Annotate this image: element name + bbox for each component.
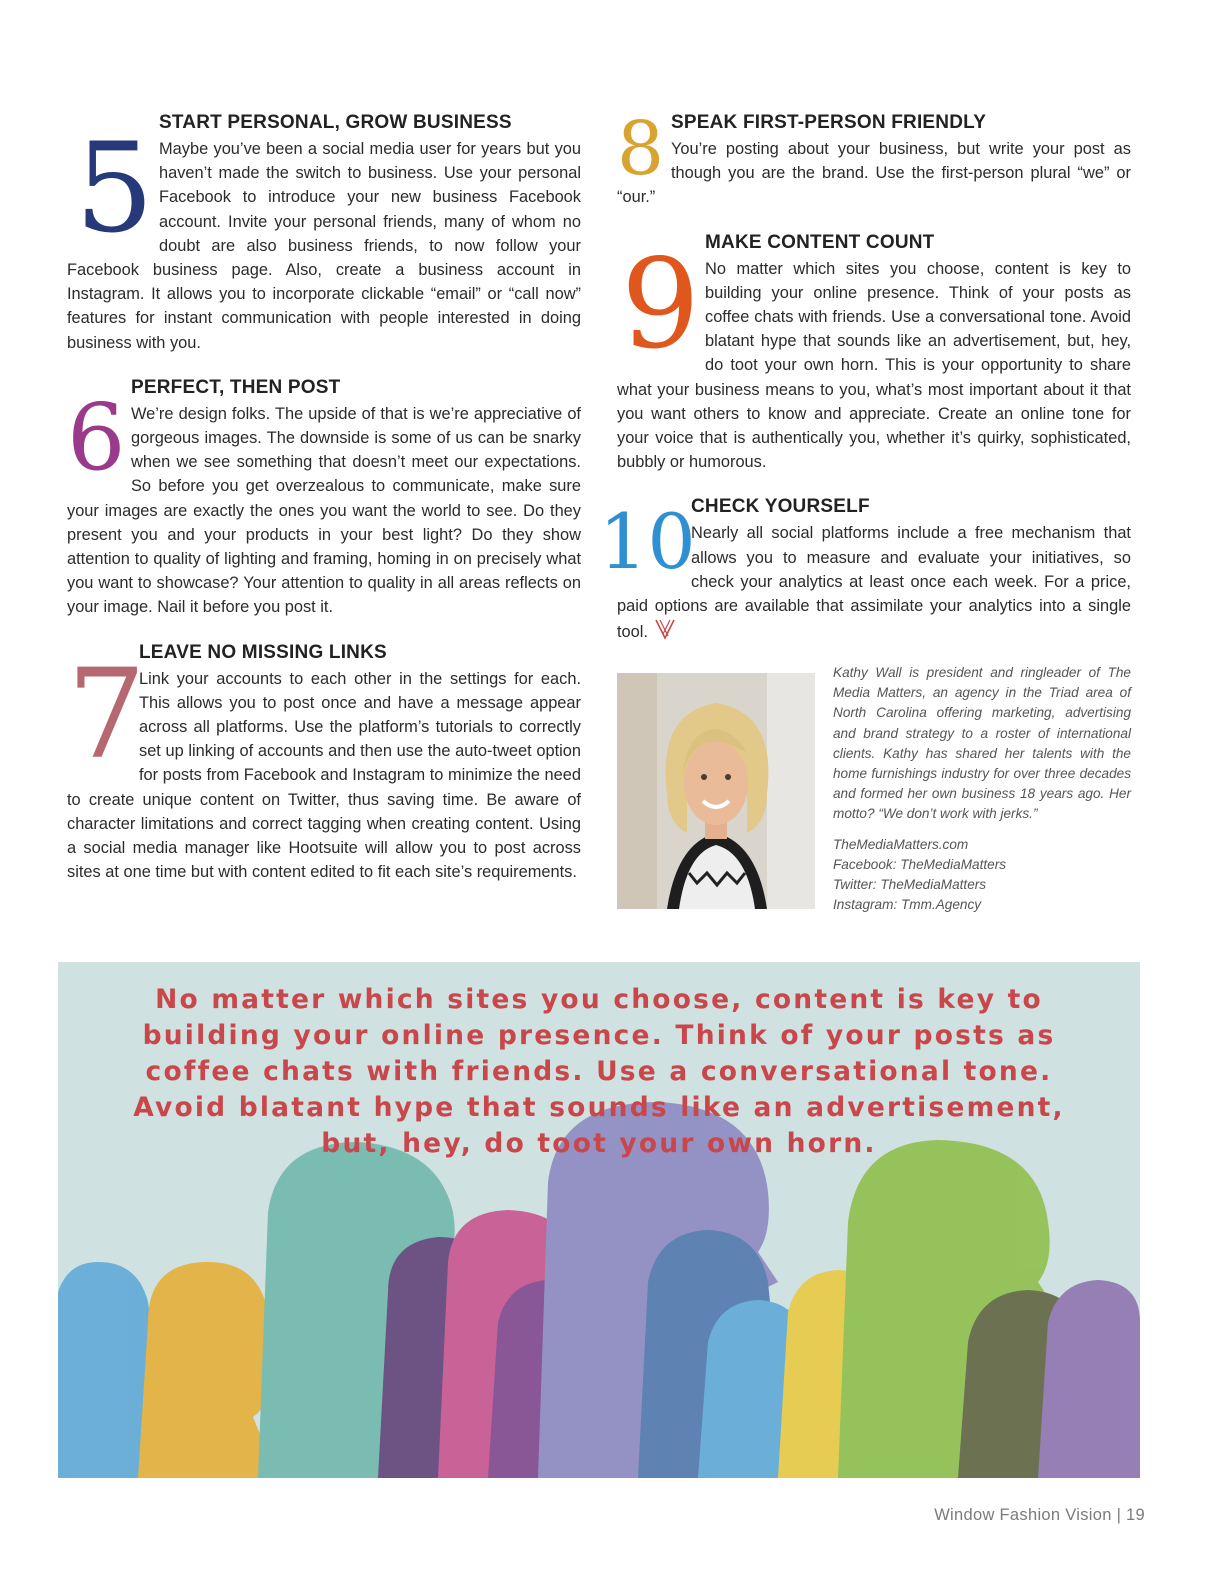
- left-column: [67, 112, 581, 884]
- tip-10-heading: CHECK YOURSELF: [691, 496, 870, 518]
- author-links: [833, 835, 1131, 916]
- author-link-twitter[interactable]: Twitter: TheMediaMatters: [833, 877, 987, 893]
- tip-5-body: Maybe you’ve been a social media user for years but you haven’t made the switch to business. Use your personal Facebook to introduce your new business Facebook account. Invite your personal friends, many of whom no doubt are also business friends, to now follow your Facebook business page. Also, create a business account in Instagram. It allows you to incorporate clickable “email” or “call now” features for instant communication with people interested in doing business with you.: [67, 140, 581, 352]
- page-footer: Window Fashion Vision | 19: [934, 1506, 1145, 1524]
- pull-quote-text: No matter which sites you choose, content is key to building your online presence. Think of your posts as coffee chats with friends. Use a conversational tone. Avoid blatant hype that sounds like an advertisement, but, hey, do toot your own horn.: [133, 984, 1065, 1159]
- author-link-facebook[interactable]: Facebook: TheMediaMatters: [833, 856, 1007, 872]
- author-bio-text-wrap: [833, 663, 1131, 915]
- tip-7: [67, 642, 581, 885]
- tip-number-9: 9: [621, 232, 700, 377]
- tip-9: [617, 232, 1131, 475]
- tip-7-body: Link your accounts to each other in the settings for each. This allows you to post once and have a message appear across all platforms. Use the platform’s tutorials to correctly set up linking of accounts and then use the auto-tweet option for posts from Facebook and Instagram to minimize the need to create unique content on Twitter, thus saving time. Be aware of character limitations and correct tagging when creating content. Using a social media manager like Hootsuite will allow you to post across sites at one time but with content edited to fit each site’s requirements.: [67, 669, 581, 882]
- tip-number-6: 6: [67, 383, 126, 491]
- right-column: [599, 106, 1131, 647]
- tip-8: [617, 106, 1131, 210]
- author-link-instagram[interactable]: Instagram: Tmm.Agency: [833, 897, 982, 913]
- tip-6: [67, 377, 581, 620]
- tip-number-7: 7: [67, 642, 146, 787]
- tip-8-body: You’re posting about your business, but write your post as though you are the brand. Use the first-person plural “we” or “our.”: [617, 140, 1131, 207]
- author-link-website[interactable]: TheMediaMatters.com: [833, 836, 969, 852]
- author-photo: [617, 673, 815, 909]
- tip-8-heading: SPEAK FIRST-PERSON FRIENDLY: [671, 112, 987, 133]
- tip-5-heading: START PERSONAL, GROW BUSINESS: [159, 112, 512, 133]
- tip-10-body-wrap: [617, 521, 1131, 647]
- pull-quote-banner: [58, 962, 1140, 1478]
- tip-6-body: We’re design folks. The upside of that is we’re appreciative of gorgeous images. The downside is some of us can be snarky when we see something that doesn’t meet our expectations. So before you get overzealous to communicate, make sure your images are exactly the ones you want the world to see. Do they present you and your products in your best light? Do they show attention to quality of lighting and framing, homing in on precisely what you want to showcase? Your attention to quality in all areas reflects on your image. Nail it before you post it.: [67, 404, 581, 617]
- tip-10: [599, 496, 1131, 647]
- media-matters-logo-icon: [654, 618, 676, 647]
- tip-6-heading: PERFECT, THEN POST: [131, 376, 341, 398]
- tip-9-heading: MAKE CONTENT COUNT: [705, 231, 935, 253]
- tip-number-5: 5: [75, 117, 154, 261]
- tip-9-body: No matter which sites you choose, content is key to building your online presence. Think of your posts as coffee chats with friends. Use a conversational tone. Avoid blatant hype that sounds like an advertisement, but, hey, do toot your own horn. This is your opportunity to share what your business means to you, what’s most important about it that you want others to know and appreciate. Create an online tone for your voice that is authentically you, whether it’s quirky, sophisticated, bubbly or humorous.: [617, 259, 1131, 472]
- tip-number-10: 10: [599, 497, 696, 587]
- author-bio-text: Kathy Wall is president and ringleader of The Media Matters, an agency in the Triad area of North Carolina offering marketing, advertising and brand strategy to a roster of international clients. Kathy has shared her talents with the home furnishings industry for over three decades and formed her own business 18 years ago. Her motto? “We don’t work with jerks.”: [833, 665, 1131, 822]
- tip-number-8: 8: [617, 106, 665, 192]
- tip-7-heading: LEAVE NO MISSING LINKS: [139, 641, 387, 663]
- tip-5: [67, 112, 581, 355]
- tip-10-body: Nearly all social platforms include a free mechanism that allows you to measure and evaluate your initiatives, so check your analytics at least once each week. For a price, paid options are available that assimilate your analytics into a single tool.: [617, 524, 1131, 642]
